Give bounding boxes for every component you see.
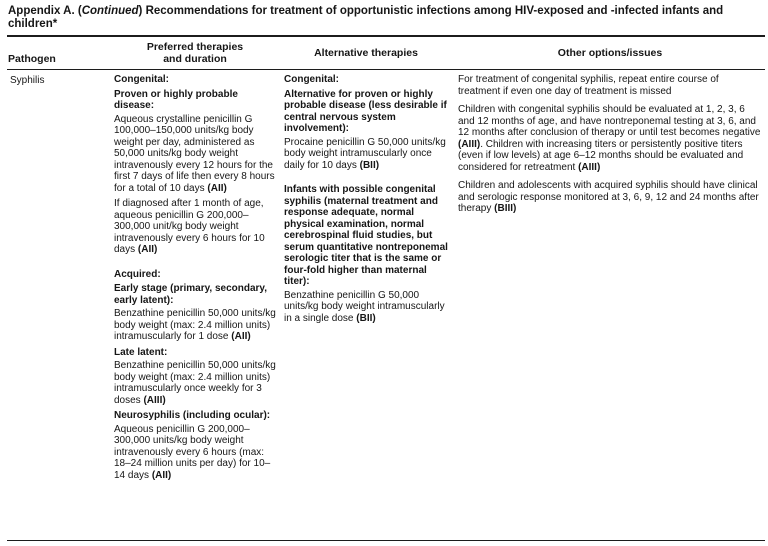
note-text: Children with congenital syphilis should be evaluated at 1, 2, 3, 6 and 12 months of age, and have nontreponemal testing at 3, 6, and 12 months after conclusion of therapy or until test becomes negative (AIII). Children with increasing titers or persistently positive titers (even if low levels) at age 6–12 months should be evaluated and considered for retreatment (AIII) (458, 104, 761, 173)
therapy-text: Procaine penicillin G 50,000 units/kg body weight intramuscularly once daily for 10 days (BII) (284, 136, 446, 171)
pathogen-name: Syphilis (10, 75, 45, 86)
page-title (0, 0, 762, 34)
therapy-heading: Late latent: (114, 346, 168, 358)
title-continued-label: Continued (81, 5, 139, 17)
divider-table-bottom (7, 540, 765, 541)
column-header-preferred-line2: and duration (163, 53, 227, 65)
note-text: For treatment of congenital syphilis, repeat entire course of treatment if even one day of treatment is missed (458, 74, 719, 97)
therapy-text: Aqueous penicillin G 200,000–300,000 units/kg body weight intravenously every 6 hours (max: 18–24 million units per day) for 10–14 days (AII) (114, 423, 271, 481)
therapy-heading: Proven or highly probable disease: (114, 88, 238, 111)
therapy-heading: Alternative for proven or highly probable disease (less desirable if central nervous system involvement): (284, 88, 447, 134)
therapy-heading: Neurosyphilis (including ocular): (114, 410, 271, 421)
title-text-prefix: Appendix A. ( (8, 5, 82, 17)
therapy-text: Benzathine penicillin 50,000 units/kg body weight (max: 2.4 million units) intramuscularly once weekly for 3 doses (AIII) (114, 360, 276, 406)
therapy-text: Benzathine penicillin 50,000 units/kg body weight (max: 2.4 million units) intramuscularly for 1 dose (AII) (114, 308, 276, 342)
column-header-pathogen: Pathogen (8, 53, 56, 65)
therapy-text: Benzathine penicillin G 50,000 units/kg body weight intramuscularly in a single dose (BII) (284, 289, 445, 324)
column-header-preferred-therapies (114, 41, 284, 65)
cell-preferred-therapies (114, 74, 284, 485)
therapy-heading: Infants with possible congenital syphilis (maternal treatment and response adequate, normal physical examination, normal cerebrospinal fluid studies, but serum quantitative nontreponemal serologic titer that is the same or four-fold higher than maternal titer): (284, 184, 448, 287)
therapy-text: Aqueous crystalline penicillin G 100,000–150,000 units/kg body weight per day, administered as 50,000 units/kg body weight intravenously every 12 hours for the first 7 days of life then every 8 hours for a total of 10 days (AII) (114, 113, 275, 194)
therapy-heading: Congenital: (114, 74, 169, 85)
column-header-other-options: Other options/issues (557, 47, 663, 59)
cell-alternative-therapies (284, 74, 458, 328)
therapy-text: If diagnosed after 1 month of age, aqueous penicillin G 200,000–300,000 unit/kg body weight intravenously every 6 hours for 10 days (AII) (114, 198, 265, 255)
table-row-syphilis (0, 70, 768, 540)
column-header-preferred-line1: Preferred therapies (146, 41, 244, 53)
therapy-heading: Acquired: (114, 268, 161, 280)
therapy-heading: Congenital: (284, 74, 339, 85)
column-header-alternative-therapies: Alternative therapies (314, 47, 418, 59)
table-header-row (0, 37, 768, 69)
title-text-rest: ) Recommendations for treatment of opportunistic infections among HIV-exposed and -infected infants and children* (8, 5, 724, 30)
note-text: Children and adolescents with acquired syphilis should have clinical and serologic response monitored at 3, 6, 9, 12 and 24 months after therapy (BIII) (458, 180, 759, 214)
cell-pathogen (8, 74, 114, 87)
cell-other-options (458, 74, 762, 222)
therapy-heading: Early stage (primary, secondary, early latent): (114, 283, 268, 306)
